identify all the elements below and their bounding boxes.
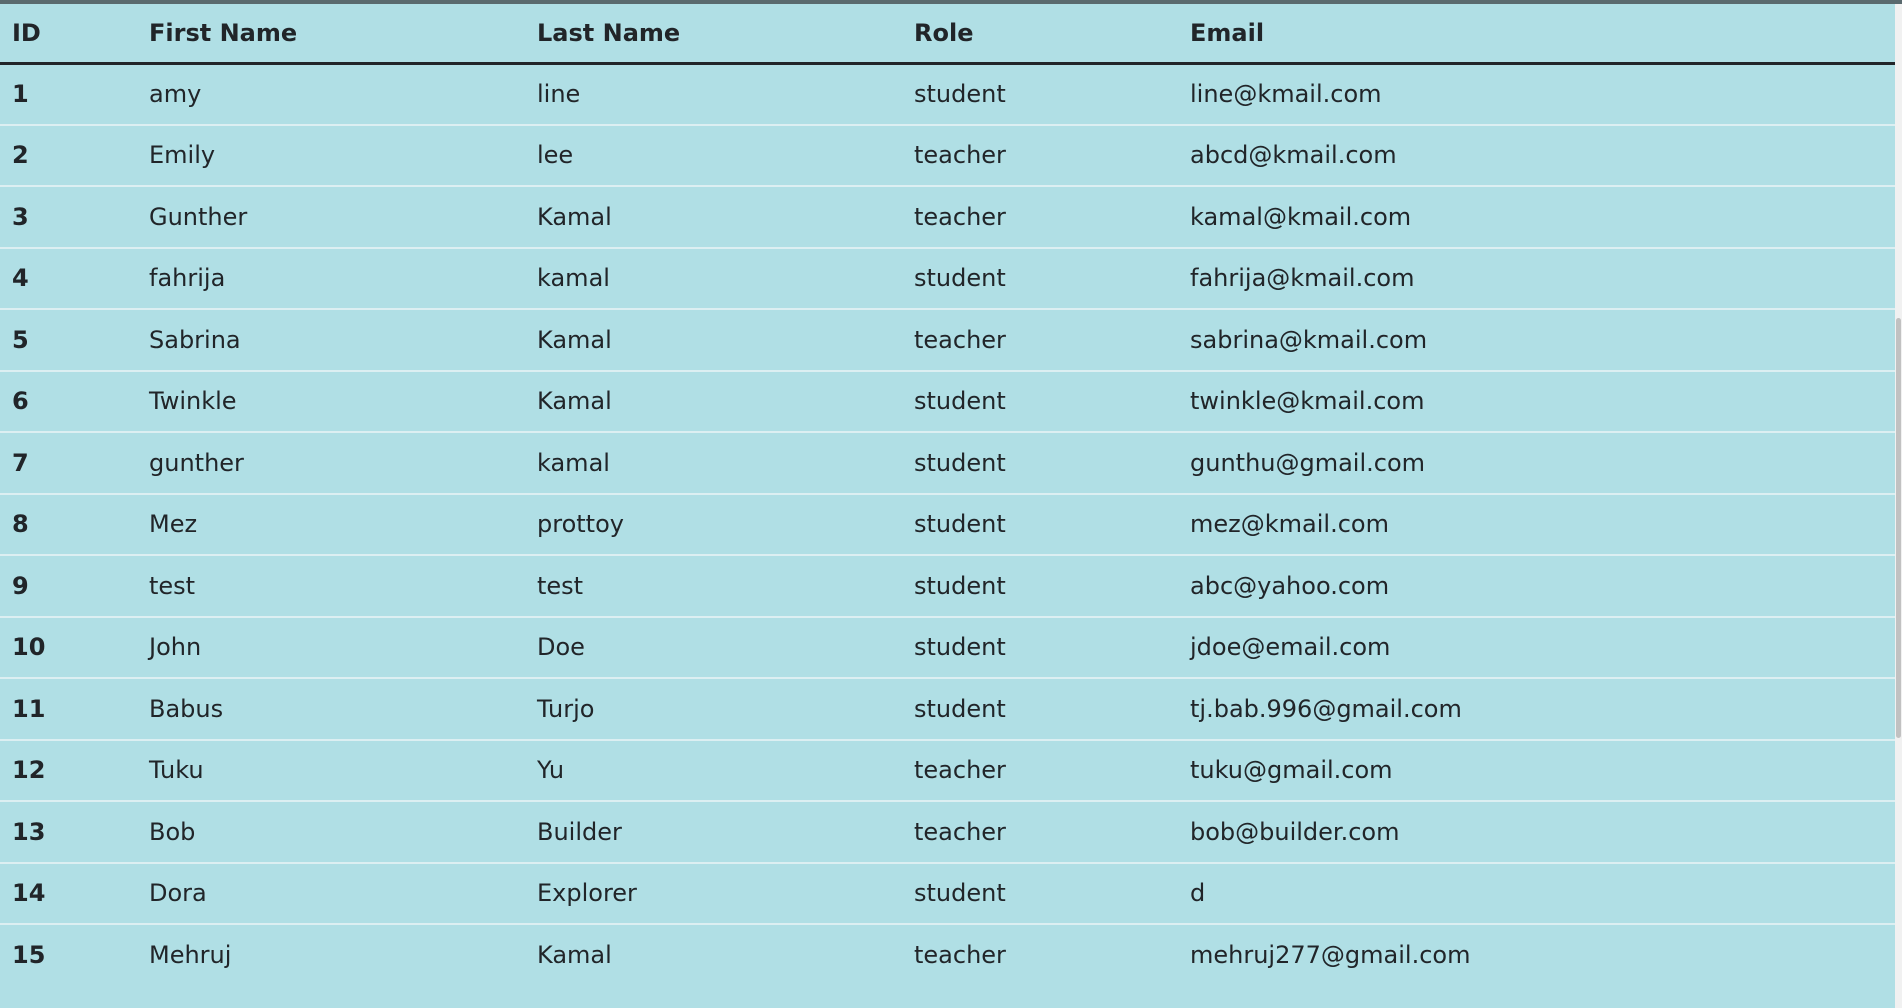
id-cell: 14 xyxy=(12,879,46,908)
email-cell: twinkle@kmail.com xyxy=(1190,387,1425,416)
id-cell: 7 xyxy=(12,448,29,477)
column-header-first-name: First Name xyxy=(137,4,525,63)
last-name-cell: Kamal xyxy=(537,387,612,416)
first-name-cell: Twinkle xyxy=(149,387,237,416)
last-name-cell: kamal xyxy=(537,264,610,293)
table-row xyxy=(0,678,1895,740)
last-name-cell: Kamal xyxy=(537,202,612,231)
email-cell: tuku@gmail.com xyxy=(1190,756,1393,785)
table-row xyxy=(0,309,1895,371)
column-header-id: ID xyxy=(0,4,137,63)
id-cell: 2 xyxy=(12,141,29,170)
role-cell: student xyxy=(914,571,1006,600)
id-cell: 5 xyxy=(12,325,29,354)
role-cell: student xyxy=(914,633,1006,662)
last-name-cell: Doe xyxy=(537,633,585,662)
first-name-cell: John xyxy=(149,633,202,662)
id-cell: 9 xyxy=(12,571,29,600)
id-cell: 3 xyxy=(12,202,29,231)
last-name-cell: line xyxy=(537,80,581,108)
role-cell: teacher xyxy=(914,941,1006,970)
last-name-cell: Kamal xyxy=(537,941,612,970)
first-name-cell: Gunther xyxy=(149,202,248,231)
role-cell: student xyxy=(914,80,1006,108)
email-cell: line@kmail.com xyxy=(1190,80,1382,108)
id-cell: 8 xyxy=(12,510,29,539)
header-row xyxy=(0,4,1895,63)
last-name-cell: prottoy xyxy=(537,510,624,539)
email-cell: gunthu@gmail.com xyxy=(1190,448,1426,477)
table-row xyxy=(0,801,1895,863)
column-header-last-name: Last Name xyxy=(525,4,902,63)
role-cell: student xyxy=(914,264,1006,293)
table-row xyxy=(0,617,1895,679)
id-cell: 1 xyxy=(12,80,29,108)
table-row xyxy=(0,432,1895,494)
last-name-cell: kamal xyxy=(537,448,610,477)
table-row xyxy=(0,125,1895,187)
email-cell: mez@kmail.com xyxy=(1190,510,1389,539)
email-cell: kamal@kmail.com xyxy=(1190,202,1412,231)
table-row xyxy=(0,740,1895,802)
table-row xyxy=(0,371,1895,433)
table-row xyxy=(0,248,1895,310)
role-cell: teacher xyxy=(914,141,1006,170)
last-name-cell: test xyxy=(537,571,584,600)
email-cell: fahrija@kmail.com xyxy=(1190,264,1415,293)
table-row xyxy=(0,186,1895,248)
email-cell: sabrina@kmail.com xyxy=(1190,325,1428,354)
id-cell: 13 xyxy=(12,817,46,846)
role-cell: teacher xyxy=(914,202,1006,231)
users-table xyxy=(0,4,1895,986)
table-row xyxy=(0,863,1895,925)
id-cell: 4 xyxy=(12,264,29,293)
id-cell: 12 xyxy=(12,756,46,785)
role-cell: teacher xyxy=(914,756,1006,785)
last-name-cell: Yu xyxy=(537,756,565,785)
email-cell: jdoe@email.com xyxy=(1190,633,1391,662)
last-name-cell: Turjo xyxy=(537,694,595,723)
id-cell: 10 xyxy=(12,633,46,662)
table-row xyxy=(0,924,1895,986)
first-name-cell: Dora xyxy=(149,879,207,908)
table-row xyxy=(0,63,1895,125)
table-header xyxy=(0,4,1895,63)
first-name-cell: fahrija xyxy=(149,264,226,293)
role-cell: student xyxy=(914,448,1006,477)
first-name-cell: Babus xyxy=(149,694,224,723)
role-cell: student xyxy=(914,694,1006,723)
first-name-cell: Sabrina xyxy=(149,325,241,354)
id-cell: 15 xyxy=(12,941,46,970)
first-name-cell: gunther xyxy=(149,448,244,477)
column-header-role: Role xyxy=(902,4,1178,63)
last-name-cell: lee xyxy=(537,141,574,170)
first-name-cell: test xyxy=(149,571,196,600)
first-name-cell: Emily xyxy=(149,141,216,170)
table-row xyxy=(0,555,1895,617)
id-cell: 11 xyxy=(12,694,46,723)
role-cell: teacher xyxy=(914,817,1006,846)
email-cell: abc@yahoo.com xyxy=(1190,571,1390,600)
email-cell: tj.bab.996@gmail.com xyxy=(1190,694,1462,723)
scrollbar-thumb[interactable] xyxy=(1896,318,1901,738)
table-body xyxy=(0,63,1895,986)
last-name-cell: Kamal xyxy=(537,325,612,354)
email-cell: abcd@kmail.com xyxy=(1190,141,1397,170)
first-name-cell: amy xyxy=(149,80,202,108)
id-cell: 6 xyxy=(12,387,29,416)
first-name-cell: Mez xyxy=(149,510,198,539)
first-name-cell: Bob xyxy=(149,817,196,846)
role-cell: student xyxy=(914,879,1006,908)
vertical-scrollbar[interactable] xyxy=(1895,4,1902,1008)
last-name-cell: Explorer xyxy=(537,879,637,908)
last-name-cell: Builder xyxy=(537,817,622,846)
email-cell: mehruj277@gmail.com xyxy=(1190,941,1471,970)
role-cell: student xyxy=(914,510,1006,539)
email-cell: bob@builder.com xyxy=(1190,817,1400,846)
first-name-cell: Tuku xyxy=(149,756,204,785)
role-cell: student xyxy=(914,387,1006,416)
column-header-email: Email xyxy=(1178,4,1895,63)
email-cell: d xyxy=(1190,879,1206,908)
role-cell: teacher xyxy=(914,325,1006,354)
users-table-container xyxy=(0,4,1895,1008)
first-name-cell: Mehruj xyxy=(149,941,232,970)
table-row xyxy=(0,494,1895,556)
